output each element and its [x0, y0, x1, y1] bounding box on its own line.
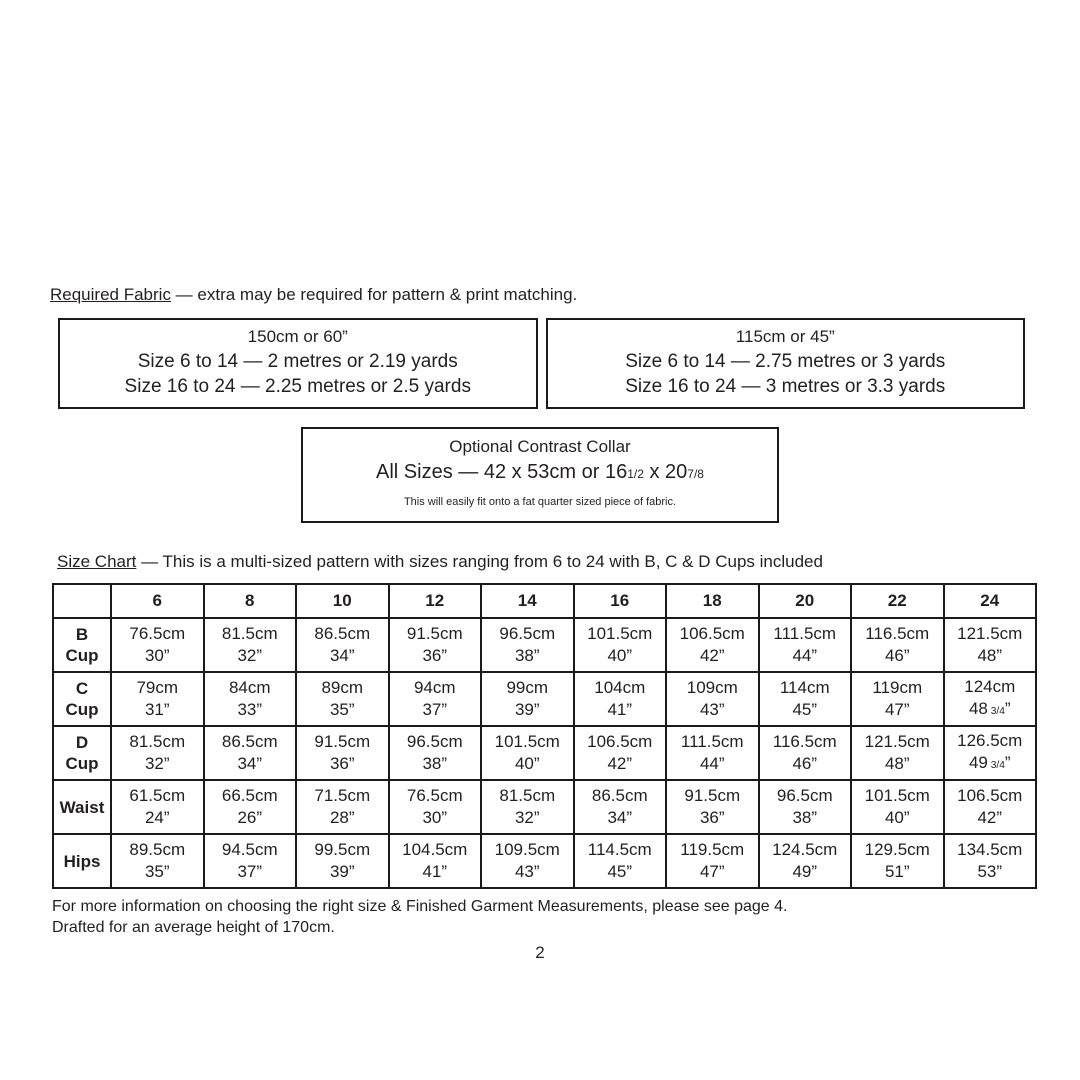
measurement-cell: 91.5cm 36”: [389, 618, 482, 672]
fabric-box-115cm: [546, 318, 1026, 409]
measurement-cell: 101.5cm 40”: [481, 726, 574, 780]
footer-notes: [52, 896, 1080, 938]
size-column-header: 10: [296, 584, 389, 618]
size-column-header: 18: [666, 584, 759, 618]
measurement-cell: 81.5cm 32”: [204, 618, 297, 672]
measurement-cell: 116.5cm 46”: [851, 618, 944, 672]
measurement-cell: 119cm 47”: [851, 672, 944, 726]
measurement-cell: 94cm 37”: [389, 672, 482, 726]
fabric-box-115cm-title: 115cm or 45”: [735, 327, 835, 346]
measurement-cell: 76.5cm 30”: [389, 780, 482, 834]
size-column-header: 14: [481, 584, 574, 618]
measurement-cell: 109.5cm 43”: [481, 834, 574, 888]
size-chart-table: [52, 583, 1037, 889]
measurement-cell: 71.5cm 28”: [296, 780, 389, 834]
measurement-cell: 114.5cm 45”: [574, 834, 667, 888]
measurement-cell: 99.5cm 39”: [296, 834, 389, 888]
contrast-collar-sizes: [307, 459, 773, 488]
measurement-cell: 79cm 31”: [111, 672, 204, 726]
measurement-cell: 91.5cm 36”: [296, 726, 389, 780]
contrast-collar-title: Optional Contrast Collar: [449, 437, 631, 456]
size-column-header: 22: [851, 584, 944, 618]
measurement-cell: 101.5cm 40”: [851, 780, 944, 834]
fabric-box-150cm-title: 150cm or 60”: [247, 327, 348, 346]
measurement-cell: 129.5cm 51”: [851, 834, 944, 888]
contrast-collar-box: [301, 427, 779, 523]
footer-note-height: Drafted for an average height of 170cm.: [52, 919, 335, 936]
measurement-cell: 81.5cm 32”: [111, 726, 204, 780]
size-chart-subtitle: — This is a multi-sized pattern with sizes ranging from 6 to 24 with B, C & D Cups included: [136, 552, 823, 571]
size-column-header: 12: [389, 584, 482, 618]
page-number: 2: [535, 943, 545, 962]
collar-fraction-half: 1/2: [627, 467, 644, 481]
measurement-cell: 124cm 48 3/4”: [944, 672, 1037, 726]
collar-sizes-prefix: All Sizes — 42 x 53cm or 16: [376, 461, 628, 483]
fabric-requirement-boxes: [58, 318, 1025, 409]
measurement-cell: 96.5cm 38”: [389, 726, 482, 780]
required-fabric-heading: [50, 284, 1080, 306]
size-column-header: 20: [759, 584, 852, 618]
measurement-cell: 104cm 41”: [574, 672, 667, 726]
size-table-row: [53, 780, 1036, 834]
measurement-cell: 121.5cm 48”: [851, 726, 944, 780]
measurement-cell: 109cm 43”: [666, 672, 759, 726]
size-table-body: [53, 618, 1036, 888]
measurement-cell: 119.5cm 47”: [666, 834, 759, 888]
measurement-cell: 81.5cm 32”: [481, 780, 574, 834]
measurement-cell: 121.5cm 48”: [944, 618, 1037, 672]
measurement-cell: 84cm 33”: [204, 672, 297, 726]
measurement-label: Waist: [53, 780, 111, 834]
size-column-header: 6: [111, 584, 204, 618]
size-column-header: 16: [574, 584, 667, 618]
measurement-cell: 94.5cm 37”: [204, 834, 297, 888]
contrast-collar-note: This will easily fit onto a fat quarter sized piece of fabric.: [403, 496, 677, 508]
measurement-cell: 111.5cm 44”: [666, 726, 759, 780]
required-fabric-title: Required Fabric: [50, 285, 171, 304]
size-table-row: [53, 726, 1036, 780]
measurement-label: Hips: [53, 834, 111, 888]
measurement-cell: 96.5cm 38”: [481, 618, 574, 672]
fabric-box-115cm-line-2: Size 16 to 24 — 3 metres or 3.3 yards: [625, 376, 946, 397]
measurement-cell: 126.5cm 49 3/4”: [944, 726, 1037, 780]
size-table-header-row: [53, 584, 1036, 618]
measurement-cell: 61.5cm 24”: [111, 780, 204, 834]
measurement-cell: 89.5cm 35”: [111, 834, 204, 888]
collar-sizes-mid: x 20: [643, 461, 688, 483]
measurement-cell: 99cm 39”: [481, 672, 574, 726]
measurement-cell: 124.5cm 49”: [759, 834, 852, 888]
fabric-box-150cm: [58, 318, 538, 409]
measurement-cell: 89cm 35”: [296, 672, 389, 726]
measurement-cell: 86.5cm 34”: [204, 726, 297, 780]
fabric-box-115cm-line-1: Size 6 to 14 — 2.75 metres or 3 yards: [625, 351, 946, 372]
size-chart-heading: [57, 551, 1080, 573]
size-column-header: 8: [204, 584, 297, 618]
size-table-row: [53, 672, 1036, 726]
measurement-cell: 116.5cm 46”: [759, 726, 852, 780]
measurement-cell: 104.5cm 41”: [389, 834, 482, 888]
collar-fraction-seven-eighths: 7/8: [687, 467, 704, 481]
measurement-label: B Cup: [53, 618, 111, 672]
measurement-cell: 86.5cm 34”: [296, 618, 389, 672]
size-table-row: [53, 834, 1036, 888]
measurement-cell: 66.5cm 26”: [204, 780, 297, 834]
measurement-cell: 106.5cm 42”: [944, 780, 1037, 834]
required-fabric-subtitle: — extra may be required for pattern & print matching.: [170, 285, 578, 304]
measurement-cell: 106.5cm 42”: [574, 726, 667, 780]
measurement-cell: 76.5cm 30”: [111, 618, 204, 672]
measurement-cell: 96.5cm 38”: [759, 780, 852, 834]
footer-note-sizing: For more information on choosing the right size & Finished Garment Measurements, please see page 4.: [52, 898, 788, 915]
fabric-box-150cm-line-1: Size 6 to 14 — 2 metres or 2.19 yards: [137, 351, 458, 372]
measurement-cell: 134.5cm 53”: [944, 834, 1037, 888]
measurement-cell: 114cm 45”: [759, 672, 852, 726]
measurement-cell: 111.5cm 44”: [759, 618, 852, 672]
size-table-corner-cell: [53, 584, 111, 618]
size-table-row: [53, 618, 1036, 672]
measurement-cell: 106.5cm 42”: [666, 618, 759, 672]
measurement-label: D Cup: [53, 726, 111, 780]
size-chart-title: Size Chart: [57, 552, 137, 571]
measurement-label: C Cup: [53, 672, 111, 726]
size-column-header: 24: [944, 584, 1037, 618]
measurement-cell: 91.5cm 36”: [666, 780, 759, 834]
measurement-cell: 101.5cm 40”: [574, 618, 667, 672]
measurement-cell: 86.5cm 34”: [574, 780, 667, 834]
fabric-box-150cm-line-2: Size 16 to 24 — 2.25 metres or 2.5 yards: [124, 376, 471, 397]
